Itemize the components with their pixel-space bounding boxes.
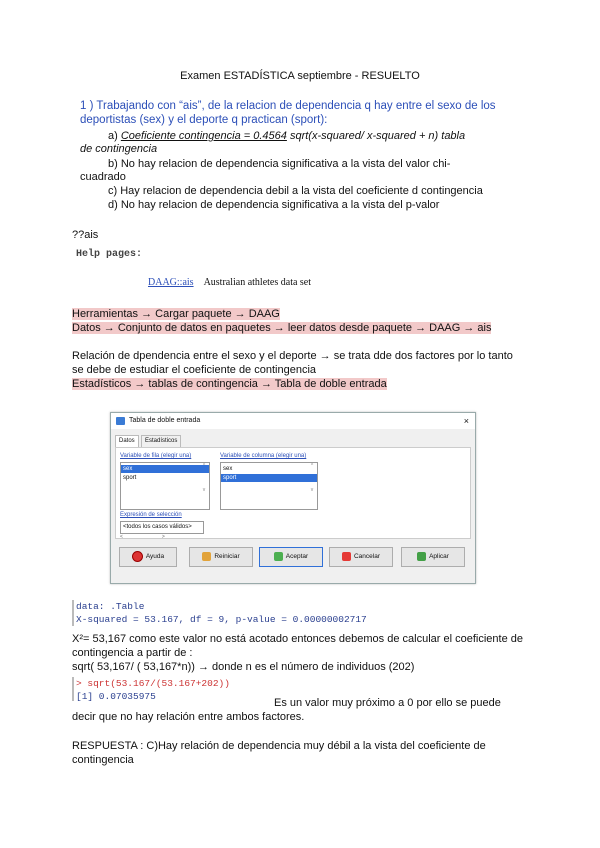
output-chisq-line: X-squared = 53.167, df = 9, p-value = 0.00000002717 [76, 614, 367, 625]
comment-line-1: Es un valor muy próximo a 0 por ello se puede [274, 697, 501, 709]
output-margin-bar [72, 600, 74, 626]
help-description: Australian athletes data set [203, 277, 312, 288]
option-a-coefficient: Coeficiente contingencia = 0.4564 [120, 130, 287, 142]
menu-path-2: Datos → Conjunto de datos en paquetes → leer datos desde paquete → DAAG → ais [72, 322, 492, 334]
apply-arrow-icon [417, 552, 426, 561]
comment-line-2: decir que no hay relación entre ambos factores. [72, 711, 305, 723]
option-c: c) Hay relacion de dependencia debil a la vista del coeficiente d contingencia [108, 185, 483, 197]
dialog-panel [115, 447, 471, 539]
dialog-title: Tabla de doble entrada [129, 417, 201, 424]
explain-line-1: Relación de dpendencia entre el sexo y el deporte → se trata dde dos factores por lo tanto [72, 350, 513, 362]
subset-scroll-arrows[interactable]: < > [120, 534, 165, 540]
reset-button[interactable]: Reiniciar [189, 547, 253, 567]
page-title: Examen ESTADÍSTICA septiembre - RESUELTO [180, 70, 420, 82]
column-list-scrollbar[interactable]: ^ v [310, 463, 314, 493]
cancel-button[interactable]: Cancelar [329, 547, 393, 567]
option-a-prefix: a) [108, 130, 121, 142]
calc-line-2: contingencia a partir de : [72, 647, 193, 659]
column-variable-label: Variable de columna (elegir una) [220, 453, 307, 459]
app-icon [116, 417, 125, 425]
row-list-scrollbar[interactable]: ^ v [202, 463, 206, 493]
help-link[interactable]: DAAG::ais [148, 277, 194, 288]
x-cancel-icon [342, 552, 351, 561]
lifebuoy-icon [132, 551, 143, 562]
calc-line-3: sqrt( 53,167/ ( 53,167*n)) → donde n es el número de individuos (202) [72, 661, 415, 673]
close-icon[interactable]: × [463, 416, 469, 426]
question-line-1: 1 ) Trabajando con “ais”, de la relacion de dependencia q hay entre el sexo de los [80, 100, 496, 112]
question-line-2: deportistas (sex) y el deporte q practican (sport): [80, 114, 328, 126]
option-a [108, 130, 465, 143]
r-command: > sqrt(53.167/(53.167+202)) [76, 678, 230, 689]
option-b-line-2: cuadrado [80, 171, 126, 183]
help-pages-label: Help pages: [76, 249, 143, 260]
column-variable-list[interactable] [220, 462, 318, 510]
menu-path-1: Herramientas → Cargar paquete → DAAG [72, 308, 280, 320]
output-data-line: data: .Table [76, 601, 145, 612]
r-margin-bar [72, 677, 74, 701]
apply-button[interactable]: Aplicar [401, 547, 465, 567]
option-a-formula: sqrt(x-squared/ x-squared + n) tabla [286, 130, 466, 142]
option-d: d) No hay relacion de dependencia significativa a la vista del p-valor [108, 199, 440, 211]
row-item-sport[interactable]: sport [123, 475, 137, 481]
answer-line-2: contingencia [72, 754, 134, 766]
row-variable-list[interactable] [120, 462, 210, 510]
calc-line-1: X²= 53,167 como este valor no está acotado entonces debemos de calcular el coeficiente de [72, 633, 523, 645]
explain-line-2: se debe de estudiar el coeficiente de contingencia [72, 364, 317, 376]
accept-button[interactable]: Aceptar [259, 547, 323, 567]
option-a-line-2: de contingencia [80, 143, 158, 155]
contingency-dialog [110, 412, 476, 584]
tab-estadisticos[interactable]: Estadísticos [141, 435, 181, 447]
help-entry [148, 276, 311, 289]
help-button[interactable]: Ayuda [119, 547, 177, 567]
help-command: ??ais [72, 229, 99, 241]
answer-line-1: RESPUESTA : C)Hay relación de dependencia muy débil a la vista del coeficiente de [72, 740, 486, 752]
undo-arrow-icon [202, 552, 211, 561]
tab-datos[interactable]: Datos [115, 435, 139, 447]
subset-label: Expresión de selección [120, 512, 182, 518]
option-b-line-1: b) No hay relacion de dependencia significativa a la vista del valor chi- [108, 158, 451, 170]
explain-menu-path: Estadísticos → tablas de contingencia → Tabla de doble entrada [72, 378, 387, 390]
checkmark-icon [274, 552, 283, 561]
row-item-sex[interactable]: sex [121, 465, 209, 473]
row-variable-label: Variable de fila (elegir una) [120, 453, 192, 459]
subset-input[interactable]: <todos los casos válidos> [120, 521, 204, 534]
r-result: [1] 0.07035975 [76, 691, 156, 702]
column-item-sport[interactable]: sport [221, 474, 317, 482]
dialog-titlebar [111, 413, 475, 429]
column-item-sex[interactable]: sex [223, 466, 233, 472]
